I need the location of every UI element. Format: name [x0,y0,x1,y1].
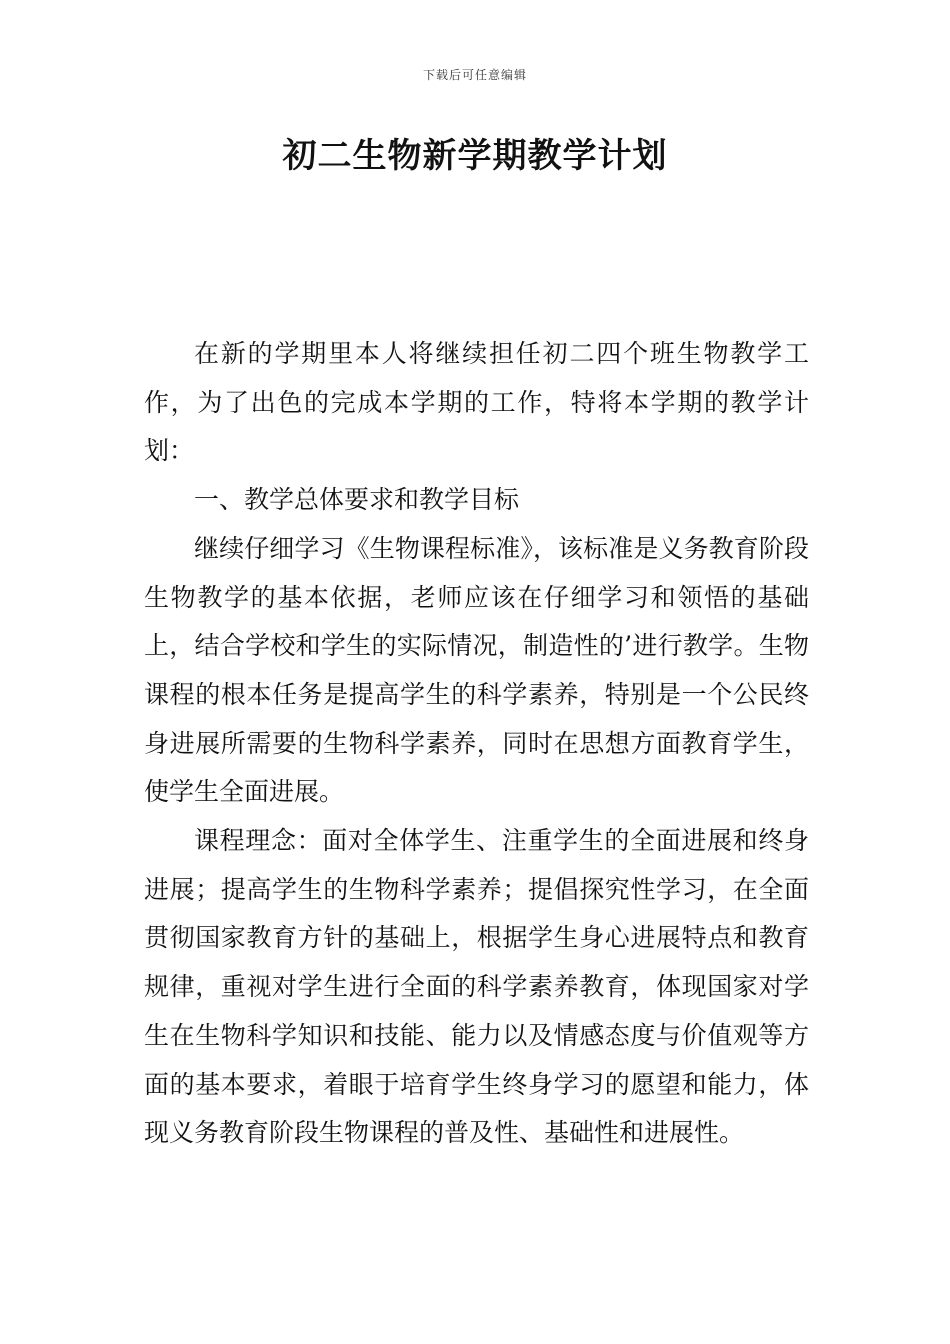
intro-paragraph: 在新的学期里本人将继续担任初二四个班生物教学工作，为了出色的完成本学期的工作，特将本学期的教学计划： [144,339,809,466]
document-title: 初二生物新学期教学计划 [282,136,668,176]
page-header-note: 下载后可任意编辑 [422,68,527,82]
document-body [144,330,809,1158]
section-heading-teaching-goals: 一、教学总体要求和教学目标 [194,485,520,515]
curriculum-standard-paragraph: 继续仔细学习《生物课程标准》，该标准是义务教育阶段生物教学的基本依据，老师应该在仔细学习和领悟的基础上，结合学校和学生的实际情况，制造性的’进行教学。生物课程的根本任务是提高学生的科学素养，特别是一个公民终身进展所需要的生物科学素养，同时在思想方面教育学生，使学生全面进展。 [144,533,809,807]
curriculum-philosophy-paragraph: 课程理念：面对全体学生、注重学生的全面进展和终身进展；提高学生的生物科学素养；提倡探究性学习，在全面贯彻国家教育方针的基础上，根据学生身心进展特点和教育规律，重视对学生进行全面的科学素养教育，体现国家对学生在生物科学知识和技能、能力以及情感态度与价值观等方面的基本要求，着眼于培育学生终身学习的愿望和能力，体现义务教育阶段生物课程的普及性、基础性和进展性。 [144,826,809,1148]
